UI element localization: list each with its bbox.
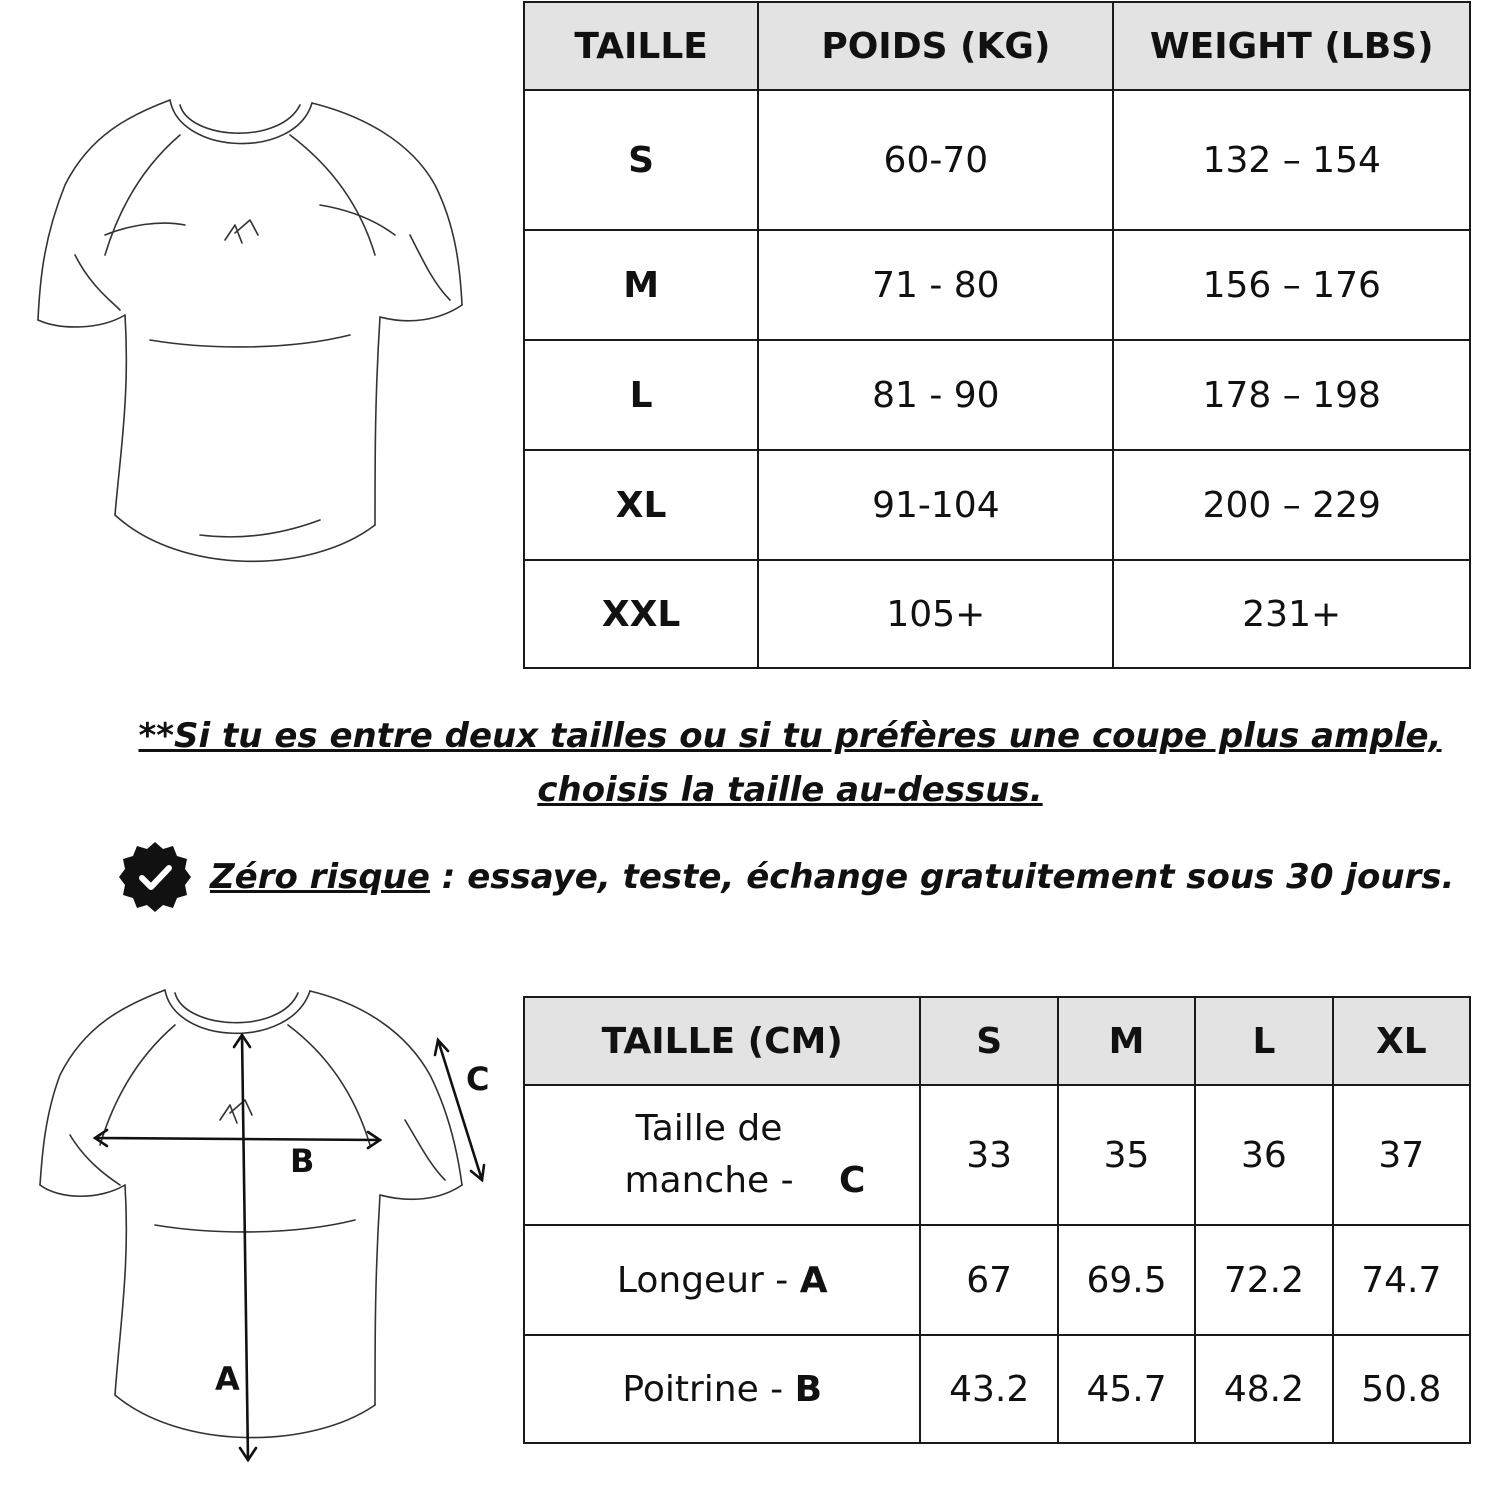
kg-cell: 60-70 (758, 90, 1113, 230)
table-header-row (524, 2, 1470, 90)
value-cell: 33 (920, 1085, 1057, 1225)
dimension-label-a: A (215, 1360, 240, 1398)
header-taille-cm: TAILLE (CM) (524, 997, 920, 1085)
table-header-row (524, 997, 1470, 1085)
header-size-l: L (1195, 997, 1332, 1085)
shirt-sketch-icon (30, 95, 470, 585)
measure-label-cell (524, 1085, 920, 1225)
weight-size-table (523, 1, 1471, 669)
lbs-cell: 156 – 176 (1113, 230, 1470, 340)
table-row (524, 1335, 1470, 1443)
kg-cell: 81 - 90 (758, 340, 1113, 450)
kg-cell: 71 - 80 (758, 230, 1113, 340)
value-cell: 37 (1333, 1085, 1470, 1225)
header-size-m: M (1058, 997, 1195, 1085)
table-row (524, 1225, 1470, 1335)
kg-cell: 91-104 (758, 450, 1113, 560)
measure-label: Longeur - (616, 1259, 800, 1301)
header-size-xl: XL (1333, 997, 1470, 1085)
lbs-cell: 231+ (1113, 560, 1470, 668)
measure-label: Poitrine - (622, 1368, 795, 1410)
measure-label: Taille de manche - (624, 1108, 794, 1201)
table-row (524, 560, 1470, 668)
size-cell: XL (524, 450, 758, 560)
table-row (524, 230, 1470, 340)
measure-label-cell (524, 1225, 920, 1335)
header-size-s: S (920, 997, 1057, 1085)
header-poids-kg: POIDS (KG) (758, 2, 1113, 90)
size-cell: L (524, 340, 758, 450)
size-advice-note-line1: **Si tu es entre deux tailles ou si tu préfères une coupe plus ample, (138, 716, 1442, 756)
header-weight-lbs: WEIGHT (LBS) (1113, 2, 1470, 90)
value-cell: 50.8 (1333, 1335, 1470, 1443)
guarantee-text (210, 857, 1454, 897)
table-row (524, 90, 1470, 230)
guarantee-strong: Zéro risque (210, 857, 430, 897)
measure-label-cell (524, 1335, 920, 1443)
shirt-illustration-top (30, 95, 470, 585)
value-cell: 69.5 (1058, 1225, 1195, 1335)
size-cell: XXL (524, 560, 758, 668)
header-taille: TAILLE (524, 2, 758, 90)
lbs-cell: 132 – 154 (1113, 90, 1470, 230)
value-cell: 45.7 (1058, 1335, 1195, 1443)
value-cell: 43.2 (920, 1335, 1057, 1443)
lbs-cell: 178 – 198 (1113, 340, 1470, 450)
value-cell: 72.2 (1195, 1225, 1332, 1335)
measure-letter: C (839, 1160, 866, 1201)
measure-letter: B (794, 1368, 823, 1410)
guarantee-line (118, 840, 1454, 914)
guarantee-rest: : essaye, teste, échange gratuitement sous 30 jours. (429, 857, 1455, 897)
kg-cell: 105+ (758, 560, 1113, 668)
size-advice-note-line2: choisis la taille au-dessus. (537, 770, 1043, 810)
shirt-measurement-icon (30, 985, 500, 1465)
measure-letter: A (799, 1259, 828, 1301)
measurement-size-table (523, 996, 1471, 1444)
value-cell: 35 (1058, 1085, 1195, 1225)
size-cell: S (524, 90, 758, 230)
table-row (524, 1085, 1470, 1225)
lbs-cell: 200 – 229 (1113, 450, 1470, 560)
verified-badge-icon (118, 840, 192, 914)
value-cell: 67 (920, 1225, 1057, 1335)
table-row (524, 340, 1470, 450)
dimension-label-c: C (466, 1060, 490, 1098)
shirt-illustration-bottom (30, 985, 500, 1465)
value-cell: 36 (1195, 1085, 1332, 1225)
table-row (524, 450, 1470, 560)
size-cell: M (524, 230, 758, 340)
value-cell: 48.2 (1195, 1335, 1332, 1443)
value-cell: 74.7 (1333, 1225, 1470, 1335)
dimension-label-b: B (290, 1142, 315, 1180)
